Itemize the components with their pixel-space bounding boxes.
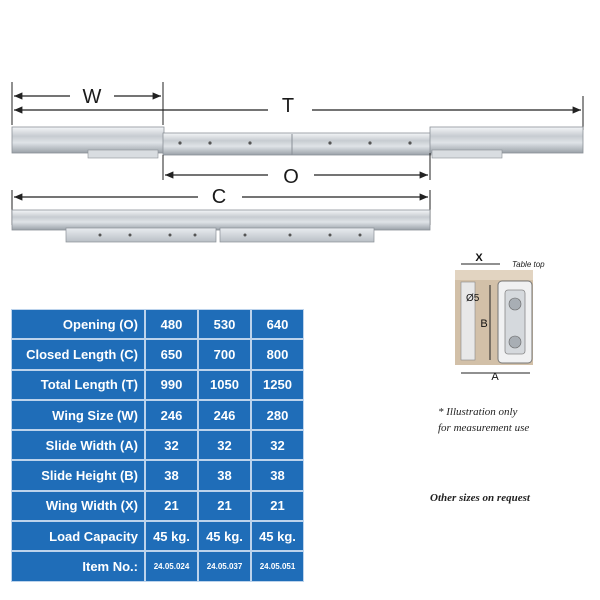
table-row [11,400,304,430]
row-value: 38 [145,460,198,490]
row-value: 32 [251,430,304,460]
row-value: 24.05.037 [198,551,251,581]
dimension-o [163,153,430,188]
row-value: 990 [145,370,198,400]
row-value: 21 [145,491,198,521]
row-value: 280 [251,400,304,430]
table-row [11,551,304,581]
row-label: Load Capacity [11,521,145,551]
row-value: 480 [145,309,198,339]
row-value: 246 [198,400,251,430]
label-a: A [491,371,499,383]
row-label: Wing Width (X) [11,491,145,521]
row-value: 32 [145,430,198,460]
row-value: 530 [198,309,251,339]
row-value: 45 kg. [145,521,198,551]
row-value: 650 [145,339,198,369]
row-value: 38 [198,460,251,490]
row-label: Total Length (T) [11,370,145,400]
spec-table [11,309,304,582]
table-row [11,460,304,490]
table-row [11,339,304,369]
row-value: 45 kg. [198,521,251,551]
cross-section-diagram [455,252,545,383]
closed-slide [12,210,430,242]
row-label: Opening (O) [11,309,145,339]
row-value: 246 [145,400,198,430]
row-label: Wing Size (W) [11,400,145,430]
illustration-note-2: for measurement use [438,422,530,434]
illustration-note-1: * Illustration only [438,406,518,418]
row-label: Item No.: [11,551,145,581]
row-label: Slide Width (A) [11,430,145,460]
row-value: 800 [251,339,304,369]
dim-label-t: T [281,95,295,117]
row-label: Closed Length (C) [11,339,145,369]
row-value: 32 [198,430,251,460]
row-value: 21 [198,491,251,521]
dimension-w [12,82,163,125]
extended-slide [12,127,583,158]
table-row [11,491,304,521]
row-value: 45 kg. [251,521,304,551]
label-hole: Ø5 [466,293,480,304]
row-value: 700 [198,339,251,369]
row-label: Slide Height (B) [11,460,145,490]
table-row [11,521,304,551]
row-value: 1250 [251,370,304,400]
table-row [11,430,304,460]
dim-label-w: W [82,86,102,108]
table-row [11,370,304,400]
table-row [11,309,304,339]
dim-label-c: C [211,186,227,208]
row-value: 21 [251,491,304,521]
label-b: B [480,318,488,330]
row-value: 38 [251,460,304,490]
row-value: 640 [251,309,304,339]
row-value: 24.05.024 [145,551,198,581]
dim-label-o: O [283,166,299,188]
label-x: X [475,252,483,264]
row-value: 1050 [198,370,251,400]
other-sizes-note: Other sizes on request [430,492,530,504]
label-table-top: Table top [512,260,545,269]
row-value: 24.05.051 [251,551,304,581]
